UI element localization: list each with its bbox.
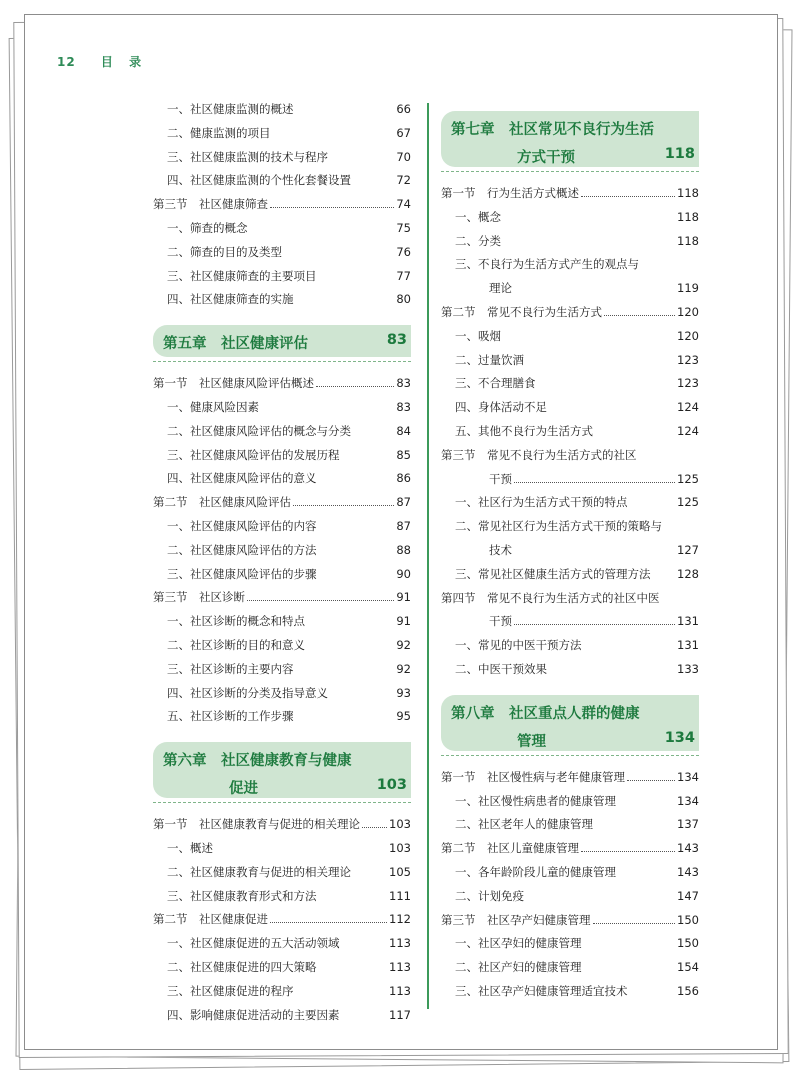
dot-leader xyxy=(514,482,675,483)
entry-page: 118 xyxy=(677,209,699,224)
chapter-underline xyxy=(441,171,699,172)
entry-title: 二、社区健康风险评估的概念与分类 xyxy=(167,423,351,438)
toc-item xyxy=(153,468,411,488)
entry-page: 125 xyxy=(677,495,699,510)
toc-item xyxy=(153,397,411,417)
entry-title: 二、社区健康风险评估的方法 xyxy=(167,542,317,557)
toc-item xyxy=(441,635,699,655)
toc-item xyxy=(153,445,411,465)
toc-section xyxy=(441,910,699,930)
entry-page: 124 xyxy=(677,424,699,438)
entry-page: 119 xyxy=(677,281,699,296)
entry-page: 123 xyxy=(677,352,699,367)
entry-title: 二、计划免疫 xyxy=(455,888,524,903)
entry-page: 87 xyxy=(396,495,411,510)
entry-page: 125 xyxy=(677,471,699,486)
toc-section xyxy=(441,838,699,858)
entry-title: 第三节 社区诊断 xyxy=(153,590,245,605)
entry-title: 第三节 常见不良行为生活方式的社区 xyxy=(441,447,637,462)
toc-item xyxy=(153,683,411,703)
entry-title: 第二节 常见不良行为生活方式 xyxy=(441,305,602,319)
chapter-title: 第七章 社区常见不良行为生活 xyxy=(451,122,654,138)
entry-page: 143 xyxy=(677,841,699,856)
toc-item xyxy=(441,492,699,512)
entry-title: 第一节 社区健康风险评估概述 xyxy=(153,376,314,391)
entry-page: 86 xyxy=(396,471,411,486)
entry-page: 83 xyxy=(396,400,411,414)
dot-leader xyxy=(362,827,387,828)
chapter-page: 134 xyxy=(664,729,695,746)
entry-page: 137 xyxy=(677,817,699,832)
toc-item xyxy=(153,838,411,858)
entry-title: 第一节 社区慢性病与老年健康管理 xyxy=(441,769,625,784)
entry-page: 150 xyxy=(677,936,699,951)
entry-page: 112 xyxy=(389,912,411,927)
entry-page: 113 xyxy=(389,960,411,974)
entry-title: 一、社区孕妇的健康管理 xyxy=(455,936,582,951)
entry-page: 70 xyxy=(396,149,411,164)
chapter-title-cont: 促进 xyxy=(229,781,258,798)
toc-item xyxy=(153,266,411,286)
dot-leader xyxy=(293,505,394,506)
entry-title: 三、社区健康教育形式和方法 xyxy=(167,888,317,903)
entry-page: 123 xyxy=(677,376,699,391)
entry-page: 85 xyxy=(396,447,411,462)
entry-page: 66 xyxy=(396,102,411,116)
toc-item xyxy=(153,957,411,977)
dot-leader xyxy=(247,600,394,601)
toc-item xyxy=(441,564,699,584)
entry-page: 87 xyxy=(396,519,411,533)
toc-item xyxy=(153,886,411,906)
entry-title: 第二节 社区儿童健康管理 xyxy=(441,841,579,856)
toc-section xyxy=(441,469,699,489)
entry-page: 143 xyxy=(677,865,699,879)
dot-leader xyxy=(316,386,394,387)
entry-title: 第一节 行为生活方式概述 xyxy=(441,186,579,200)
entry-page: 111 xyxy=(389,888,411,903)
entry-page: 134 xyxy=(677,793,699,808)
entry-title: 第二节 社区健康风险评估 xyxy=(153,495,291,510)
toc-item xyxy=(441,254,699,274)
toc-section xyxy=(153,587,411,607)
entry-title: 二、筛查的目的及类型 xyxy=(167,244,282,259)
entry-title: 二、社区诊断的目的和意义 xyxy=(167,638,305,652)
toc-item xyxy=(153,981,411,1001)
entry-page: 118 xyxy=(677,186,699,200)
page-title: 目 录 xyxy=(100,55,148,69)
toc-item xyxy=(441,540,699,560)
toc-item xyxy=(153,706,411,726)
entry-title: 三、常见社区健康生活方式的管理方法 xyxy=(455,566,651,581)
toc-item xyxy=(153,564,411,584)
toc-section xyxy=(153,814,411,834)
entry-page: 105 xyxy=(389,864,411,879)
entry-page: 88 xyxy=(396,542,411,557)
toc-item xyxy=(441,981,699,1001)
toc-page xyxy=(24,14,778,1050)
toc-item xyxy=(153,99,411,119)
chapter-page: 103 xyxy=(376,777,407,794)
page-header xyxy=(57,53,147,70)
entry-page: 131 xyxy=(677,638,699,653)
entry-title: 二、社区产妇的健康管理 xyxy=(455,960,582,975)
toc-item xyxy=(441,373,699,393)
entry-title: 三、社区健康监测的技术与程序 xyxy=(167,149,328,164)
entry-page: 127 xyxy=(677,543,699,557)
entry-title: 一、概念 xyxy=(455,209,501,224)
toc-item xyxy=(153,218,411,238)
chapter-title-cont: 方式干预 xyxy=(517,150,575,166)
entry-title: 四、影响健康促进活动的主要因素 xyxy=(167,1007,340,1022)
entry-page: 91 xyxy=(396,590,411,605)
entry-page: 76 xyxy=(396,244,411,259)
toc-item xyxy=(153,862,411,882)
toc-item xyxy=(441,814,699,834)
toc-item xyxy=(153,421,411,441)
column-divider xyxy=(427,103,429,1009)
entry-page: 120 xyxy=(677,305,699,319)
toc-item xyxy=(153,516,411,536)
entry-title: 一、筛查的概念 xyxy=(167,221,248,235)
entry-title: 第三节 社区健康筛查 xyxy=(153,197,268,212)
entry-title: 四、社区诊断的分类及指导意义 xyxy=(167,685,328,700)
entry-title: 三、社区健康筛查的主要项目 xyxy=(167,268,317,283)
entry-title: 一、社区健康促进的五大活动领域 xyxy=(167,936,340,951)
toc-item xyxy=(153,540,411,560)
toc-item xyxy=(441,516,699,536)
chapter-title-cont: 管理 xyxy=(517,733,546,750)
entry-title: 一、社区健康风险评估的内容 xyxy=(167,519,317,533)
toc-section xyxy=(441,767,699,787)
entry-page: 90 xyxy=(396,566,411,581)
toc-item xyxy=(441,933,699,953)
entry-title: 三、社区孕产妇健康管理适宜技术 xyxy=(455,984,628,998)
entry-title: 第三节 社区孕产妇健康管理 xyxy=(441,912,591,927)
entry-page: 95 xyxy=(396,709,411,724)
entry-page: 92 xyxy=(396,638,411,652)
entry-title: 三、社区健康风险评估的发展历程 xyxy=(167,447,340,462)
entry-page: 118 xyxy=(677,233,699,248)
chapter-heading xyxy=(153,325,411,357)
entry-title: 一、社区行为生活方式干预的特点 xyxy=(455,495,628,510)
entry-title: 四、社区健康风险评估的意义 xyxy=(167,471,317,486)
entry-title: 一、吸烟 xyxy=(455,328,501,343)
entry-page: 72 xyxy=(396,173,411,188)
entry-title: 干预 xyxy=(489,471,512,486)
page-number: 12 xyxy=(57,55,76,69)
toc-item xyxy=(441,791,699,811)
toc-section xyxy=(441,445,699,465)
chapter-title: 第六章 社区健康教育与健康 xyxy=(163,753,352,770)
entry-page: 124 xyxy=(677,400,699,415)
entry-title: 五、社区诊断的工作步骤 xyxy=(167,709,294,724)
entry-page: 133 xyxy=(677,662,699,676)
entry-page: 113 xyxy=(389,936,411,951)
toc-section xyxy=(153,373,411,393)
dot-leader xyxy=(270,922,387,923)
entry-page: 74 xyxy=(396,197,411,212)
toc-item xyxy=(441,231,699,251)
entry-page: 134 xyxy=(677,769,699,784)
entry-title: 三、不合理膳食 xyxy=(455,376,536,391)
dot-leader xyxy=(270,207,394,208)
entry-page: 83 xyxy=(396,376,411,391)
entry-page: 117 xyxy=(389,1007,411,1022)
entry-page: 103 xyxy=(389,817,411,832)
entry-title: 二、社区老年人的健康管理 xyxy=(455,817,593,832)
entry-title: 一、概述 xyxy=(167,841,213,855)
toc-section xyxy=(441,611,699,631)
entry-page: 80 xyxy=(396,292,411,307)
entry-title: 二、中医干预效果 xyxy=(455,662,547,676)
entry-page: 131 xyxy=(677,614,699,629)
toc-section xyxy=(153,492,411,512)
entry-title: 一、健康风险因素 xyxy=(167,400,259,414)
toc-item xyxy=(153,242,411,262)
dot-leader xyxy=(593,923,676,924)
entry-page: 77 xyxy=(396,268,411,283)
entry-title: 第一节 社区健康教育与促进的相关理论 xyxy=(153,817,360,832)
toc-item xyxy=(153,635,411,655)
toc-item xyxy=(441,326,699,346)
entry-title: 二、常见社区行为生活方式干预的策略与 xyxy=(455,519,662,534)
entry-title: 三、社区健康风险评估的步骤 xyxy=(167,566,317,581)
entry-title: 二、分类 xyxy=(455,233,501,248)
chapter-title: 第五章 社区健康评估 xyxy=(163,336,308,353)
entry-title: 五、其他不良行为生活方式 xyxy=(455,424,593,438)
entry-page: 103 xyxy=(389,841,411,855)
entry-page: 92 xyxy=(396,661,411,676)
toc-section xyxy=(441,588,699,608)
entry-title: 二、健康监测的项目 xyxy=(167,125,271,140)
entry-title: 一、社区慢性病患者的健康管理 xyxy=(455,793,616,808)
toc-item xyxy=(153,611,411,631)
toc-item xyxy=(153,289,411,309)
entry-page: 120 xyxy=(677,328,699,343)
entry-title: 第二节 社区健康促进 xyxy=(153,912,268,927)
entry-page: 113 xyxy=(389,983,411,998)
entry-title: 一、各年龄阶段儿童的健康管理 xyxy=(455,865,616,879)
entry-title: 一、常见的中医干预方法 xyxy=(455,638,582,653)
entry-page: 84 xyxy=(396,423,411,438)
entry-title: 三、社区健康促进的程序 xyxy=(167,983,294,998)
entry-title: 四、身体活动不足 xyxy=(455,400,547,415)
dot-leader xyxy=(627,780,675,781)
entry-title: 四、社区健康监测的个性化套餐设置 xyxy=(167,173,351,188)
dot-leader xyxy=(604,315,675,316)
entry-title: 四、社区健康筛查的实施 xyxy=(167,292,294,307)
toc-item xyxy=(153,1005,411,1025)
toc-item xyxy=(441,421,699,441)
dot-leader xyxy=(514,624,675,625)
entry-title: 二、社区健康促进的四大策略 xyxy=(167,960,317,974)
toc-item xyxy=(441,659,699,679)
entry-page: 93 xyxy=(396,685,411,700)
toc-item xyxy=(441,886,699,906)
toc-item xyxy=(441,207,699,227)
entry-title: 技术 xyxy=(489,543,512,557)
dot-leader xyxy=(581,196,675,197)
toc-item xyxy=(153,123,411,143)
toc-item xyxy=(441,397,699,417)
chapter-underline xyxy=(441,755,699,756)
chapter-underline xyxy=(153,361,411,362)
chapter-heading xyxy=(441,695,699,751)
toc-item xyxy=(153,659,411,679)
toc-section xyxy=(153,909,411,929)
toc-section xyxy=(441,183,699,203)
entry-title: 三、不良行为生活方式产生的观点与 xyxy=(455,257,639,272)
toc-item xyxy=(441,957,699,977)
entry-title: 三、社区诊断的主要内容 xyxy=(167,661,294,676)
entry-page: 150 xyxy=(677,912,699,927)
entry-title: 一、社区诊断的概念和特点 xyxy=(167,614,305,629)
chapter-heading xyxy=(441,111,699,167)
dot-leader xyxy=(581,851,675,852)
entry-page: 91 xyxy=(396,614,411,629)
entry-page: 67 xyxy=(396,125,411,140)
toc-item xyxy=(153,170,411,190)
entry-page: 147 xyxy=(677,888,699,903)
entry-page: 154 xyxy=(677,960,699,975)
chapter-page: 83 xyxy=(386,332,407,349)
chapter-title: 第八章 社区重点人群的健康 xyxy=(451,705,640,722)
entry-title: 一、社区健康监测的概述 xyxy=(167,102,294,116)
chapter-heading xyxy=(153,742,411,798)
chapter-underline xyxy=(153,802,411,803)
entry-page: 128 xyxy=(677,566,699,581)
entry-title: 干预 xyxy=(489,614,512,629)
entry-title: 二、过量饮酒 xyxy=(455,352,524,367)
chapter-page: 118 xyxy=(664,146,695,162)
toc-item xyxy=(153,147,411,167)
entry-title: 理论 xyxy=(489,281,512,296)
toc-item xyxy=(441,862,699,882)
entry-title: 第四节 常见不良行为生活方式的社区中医 xyxy=(441,590,660,605)
entry-page: 156 xyxy=(677,984,699,998)
toc-section xyxy=(153,194,411,214)
entry-page: 75 xyxy=(396,221,411,235)
toc-item xyxy=(441,278,699,298)
toc-item xyxy=(153,933,411,953)
toc-item xyxy=(441,350,699,370)
entry-title: 二、社区健康教育与促进的相关理论 xyxy=(167,864,351,879)
toc-section xyxy=(441,302,699,322)
